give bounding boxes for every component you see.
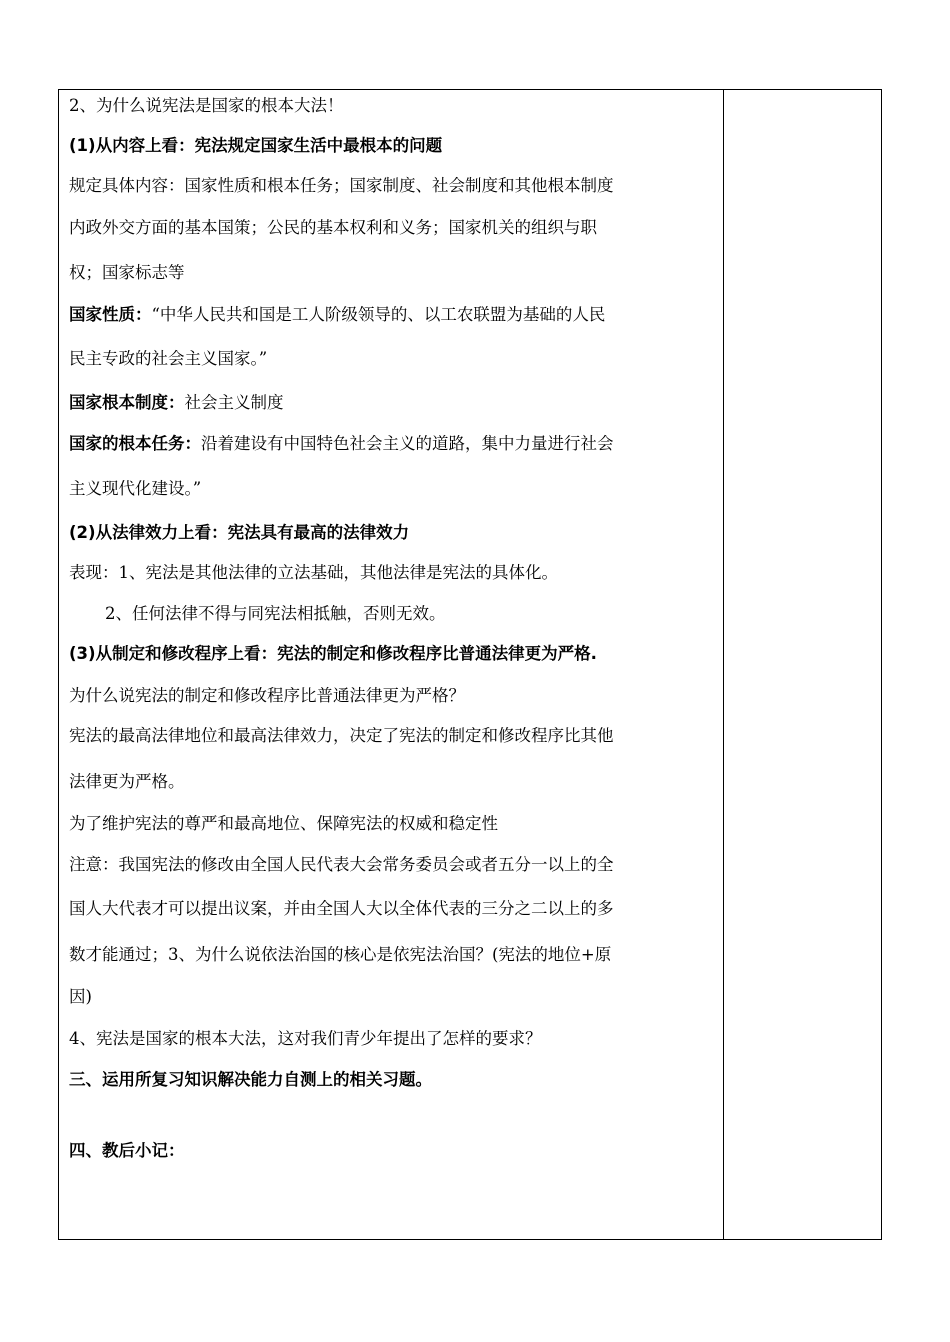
content-text: 宪法的最高法律地位和最高法律效力，决定了宪法的制定和修改程序比其他 <box>69 726 614 745</box>
content-text: 民主专政的社会主义国家。” <box>69 349 268 368</box>
state-nature-row <box>69 305 605 325</box>
section-heading-effect: (2)从法律效力上看：宪法具有最高的法律效力 <box>69 523 410 542</box>
content-text: 主义现代化建设。” <box>69 479 202 498</box>
fundamental-task-text: 沿着建设有中国特色社会主义的道路，集中力量进行社会 <box>201 434 614 453</box>
question-heading-4: 4、宪法是国家的根本大法，这对我们青少年提出了怎样的要求？ <box>69 1029 542 1048</box>
fundamental-system-row <box>69 393 284 413</box>
state-nature-text: “中华人民共和国是工人阶级领导的、以工农联盟为基础的人民 <box>151 305 606 324</box>
content-text: 表现：1、宪法是其他法律的立法基础，其他法律是宪法的具体化。 <box>69 563 558 582</box>
content-text: 国人大代表才可以提出议案，并由全国人大以全体代表的三分之二以上的多 <box>69 899 614 918</box>
content-text: 权；国家标志等 <box>69 263 185 282</box>
section-heading-procedure: (3)从制定和修改程序上看：宪法的制定和修改程序比普通法律更为严格. <box>69 644 597 663</box>
content-text: 规定具体内容：国家性质和根本任务；国家制度、社会制度和其他根本制度 <box>69 176 614 195</box>
content-text: 因) <box>69 987 92 1006</box>
table-border <box>58 89 882 1240</box>
section-heading-3: 三、运用所复习知识解决能力自测上的相关习题。 <box>69 1070 432 1089</box>
section-heading-4: 四、教后小记： <box>69 1141 185 1160</box>
section-heading-content: (1)从内容上看：宪法规定国家生活中最根本的问题 <box>69 136 443 155</box>
content-text: 数才能通过；3、为什么说依法治国的核心是依宪法治国？(宪法的地位+原 <box>69 945 612 964</box>
content-text: 内政外交方面的基本国策；公民的基本权利和义务；国家机关的组织与职 <box>69 218 597 237</box>
content-text: 为什么说宪法的制定和修改程序比普通法律更为严格？ <box>69 686 465 705</box>
question-heading-2: 2、为什么说宪法是国家的根本大法！ <box>69 96 344 115</box>
content-text: 注意：我国宪法的修改由全国人民代表大会常务委员会或者五分一以上的全 <box>69 855 614 874</box>
state-nature-label: 国家性质： <box>69 305 152 324</box>
fundamental-task-row <box>69 434 614 454</box>
content-text: 2、任何法律不得与同宪法相抵触，否则无效。 <box>105 604 446 623</box>
column-divider <box>723 89 724 1240</box>
content-text: 为了维护宪法的尊严和最高地位、保障宪法的权威和稳定性 <box>69 814 498 833</box>
fundamental-system-text: 社会主义制度 <box>184 393 284 412</box>
content-text: 法律更为严格。 <box>69 772 185 791</box>
fundamental-task-label: 国家的根本任务： <box>69 434 201 453</box>
fundamental-system-label: 国家根本制度： <box>69 393 185 412</box>
